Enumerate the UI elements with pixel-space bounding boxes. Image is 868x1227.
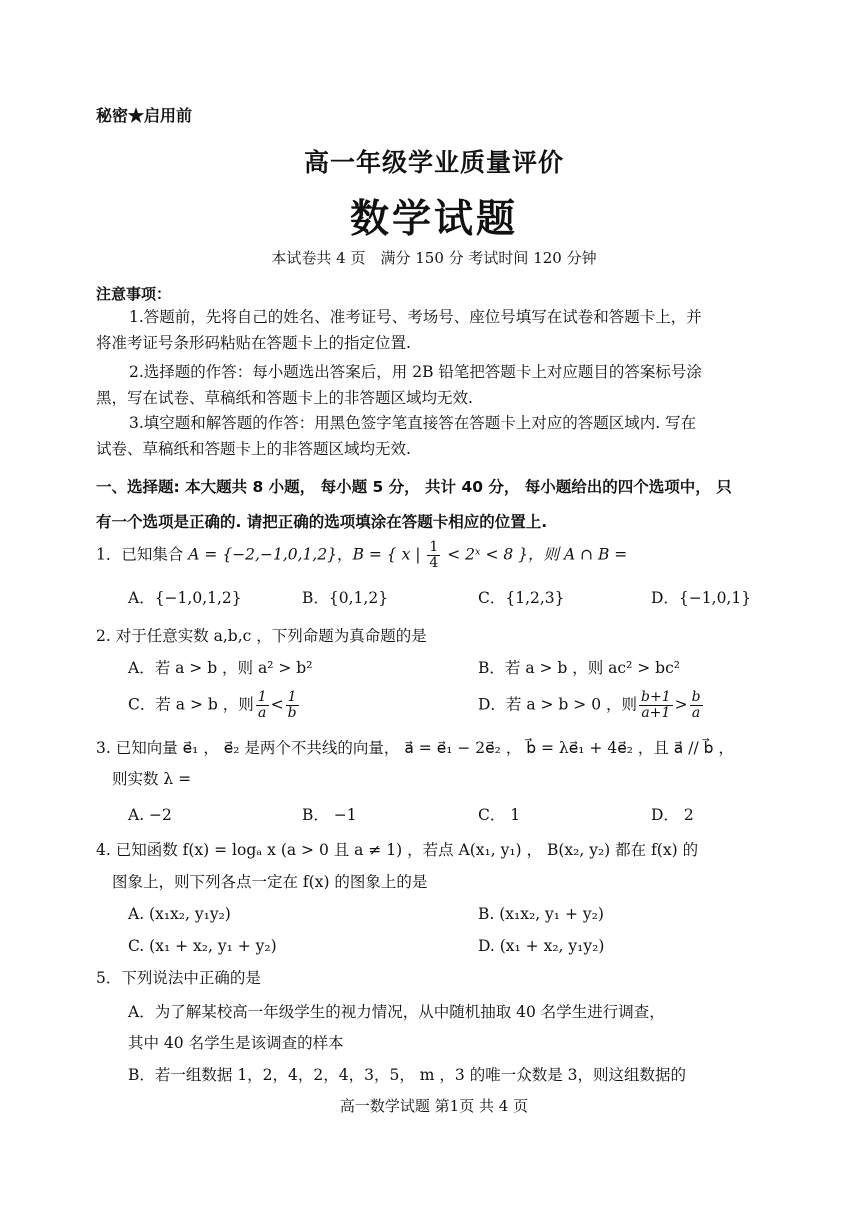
fraction-denominator: a: [258, 705, 267, 721]
question-2-stem: 2. 对于任意实数 a,b,c ，下列命题为真命题的是: [96, 627, 427, 645]
question-1-prefix: 1．已知集合: [96, 545, 189, 564]
q2-option-c: [128, 690, 301, 721]
fraction-b-over-a: [690, 690, 703, 721]
greater-than-sign: >: [674, 695, 688, 714]
q1-option-d: D．{−1,0,1}: [651, 589, 752, 607]
exam-title: 数学试题: [349, 196, 518, 242]
question-1-ask: ，则 A ∩ B =: [528, 545, 628, 564]
fraction-denominator: a+1: [641, 705, 671, 721]
section-1-heading-line-2: 有一个选项是正确的. 请把正确的选项填涂在答题卡相应的位置上.: [96, 513, 548, 531]
q3-option-d: D． 2: [651, 806, 694, 824]
question-4-stem-line-1: 4. 已知函数 f(x) = logₐ x (a > 0 且 a ≠ 1) ，若点 A(x₁, y₁) ， B(x₂, y₂) 都在 f(x) 的: [96, 841, 699, 859]
confidential-label: 秘密★启用前: [96, 106, 193, 125]
fraction-denominator: 4: [429, 555, 439, 571]
fraction-b1-over-a1: [639, 690, 673, 721]
q2-option-d: [478, 690, 705, 721]
fraction-denominator: b: [287, 705, 297, 721]
q3-option-c: C． 1: [478, 806, 521, 824]
fraction-numerator: 1: [429, 539, 439, 555]
question-1-stem: [96, 540, 627, 571]
question-1-sep: ，: [337, 545, 353, 564]
q1-option-c: C．{1,2,3}: [478, 589, 565, 607]
q4-option-c: C. (x₁ + x₂, y₁ + y₂): [128, 937, 277, 955]
q2-option-c-prefix: C．若 a > b ，则: [128, 695, 254, 714]
fraction-numerator: b: [691, 689, 701, 705]
note-1-line-2: 将准考证号条形码粘贴在答题卡上的指定位置.: [96, 334, 411, 352]
note-2-line-2: 黑，写在试卷、草稿纸和答题卡上的非答题区域均无效.: [96, 389, 473, 407]
notes-heading: 注意事项：: [96, 285, 172, 303]
question-3-stem-line-1: 3. 已知向量 e⃗₁ ， e⃗₂ 是两个不共线的向量， a⃗ = e⃗₁ − 2e⃗₂ ， b⃗ = λe⃗₁ + 4e⃗₂ ，且 a⃗ // b⃗ ，: [96, 739, 734, 757]
set-a: A = {−2,−1,0,1,2}: [188, 545, 338, 564]
q5-option-a-line-1: A．为了解某校高一年级学生的视力情况，从中随机抽取 40 名学生进行调查，: [128, 1003, 665, 1021]
question-4-stem-line-2: 图象上，则下列各点一定在 f(x) 的图象上的是: [112, 873, 428, 891]
question-3-stem-line-2: 则实数 λ =: [112, 770, 192, 788]
set-b-close: < 2ˣ < 8 }: [442, 545, 529, 564]
fraction-denominator: a: [691, 705, 701, 721]
less-than-sign: <: [270, 695, 284, 714]
note-2-line-1: 2.选择题的作答：每小题选出答案后，用 2B 铅笔把答题卡上对应题目的答案标号涂: [129, 363, 702, 381]
fraction-numerator: 1: [286, 690, 299, 706]
note-3-line-1: 3.填空题和解答题的作答：用黑色签字笔直接答在答题卡上对应的答题区域内. 写在: [129, 414, 697, 432]
set-b-fraction: [427, 540, 440, 571]
exam-info: 本试卷共 4 页 满分 150 分 考试时间 120 分钟: [271, 249, 597, 267]
fraction-numerator: 1: [257, 689, 267, 705]
q1-option-b: B．{0,1,2}: [302, 589, 389, 607]
section-1-heading-line-1: 一、选择题: 本大题共 8 小题， 每小题 5 分， 共计 40 分， 每小题给出的四个选项中， 只: [96, 478, 732, 496]
q2-option-b: B．若 a > b ，则 ac² > bc²: [478, 659, 680, 677]
fraction-1-over-a: [256, 690, 269, 721]
q3-option-b: B． −1: [302, 806, 357, 824]
q4-option-b: B. (x₁x₂, y₁ + y₂): [478, 905, 604, 923]
fraction-1-over-b: [286, 690, 299, 721]
question-5-stem: 5．下列说法中正确的是: [96, 969, 261, 987]
set-b-open: B = { x |: [352, 545, 426, 564]
q5-option-b-line-1: B．若一组数据 1，2，4，2，4，3，5， m ，3 的唯一众数是 3，则这组数据的: [128, 1066, 686, 1084]
exam-subtitle: 高一年级学业质量评价: [303, 148, 564, 177]
q4-option-a: A. (x₁x₂, y₁y₂): [128, 905, 231, 923]
q3-option-a: A. −2: [128, 806, 172, 824]
q2-option-d-prefix: D．若 a > b > 0 ，则: [478, 695, 637, 714]
note-3-line-2: 试卷、草稿纸和答题卡上的非答题区域均无效.: [96, 440, 411, 458]
q5-option-a-line-2: 其中 40 名学生是该调查的样本: [128, 1034, 344, 1052]
fraction-numerator: b+1: [641, 689, 671, 705]
q2-option-a: A．若 a > b ，则 a² > b²: [128, 659, 313, 677]
note-1-line-1: 1.答题前，先将自己的姓名、准考证号、考场号、座位号填写在试卷和答题卡上，并: [129, 308, 702, 326]
q1-option-a: A．{−1,0,1,2}: [128, 589, 242, 607]
q4-option-d: D. (x₁ + x₂, y₁y₂): [478, 937, 605, 955]
page-footer: 高一数学试题 第1页 共 4 页: [339, 1097, 529, 1115]
